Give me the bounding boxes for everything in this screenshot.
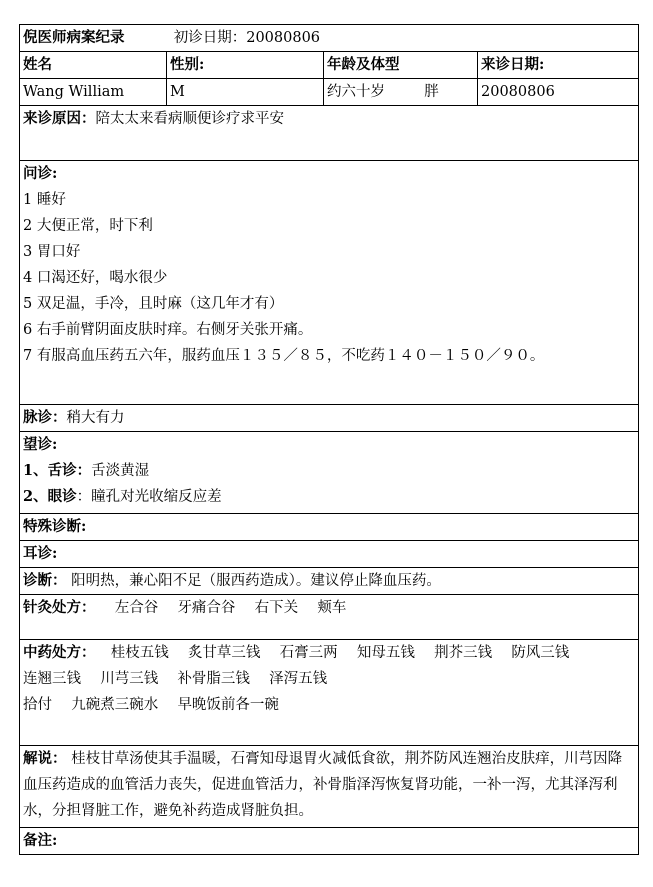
pulse-cell (20, 405, 639, 432)
observation-label: 望诊: (23, 436, 58, 453)
herb-item: 泽泻五钱 (269, 671, 328, 687)
inquiry-row (20, 161, 639, 405)
case-record-table (19, 24, 639, 855)
special-row (20, 514, 639, 541)
acupuncture-point: 左合谷 (114, 600, 159, 616)
header-age-build: 年龄及体型 (324, 52, 478, 79)
herb-item: 防风三钱 (511, 645, 570, 661)
remarks-label: 备注: (20, 828, 639, 855)
inquiry-label: 问诊: (23, 165, 58, 182)
inquiry-cell (20, 161, 639, 405)
record-title: 倪医师病案纪录 (23, 29, 125, 46)
reason-cell (20, 106, 639, 161)
patient-age-build-cell (324, 79, 478, 106)
herb-item: 石膏三两 (279, 645, 338, 661)
header-gender: 性别: (167, 52, 324, 79)
inquiry-item: 5 双足温，手冷，且时麻（这几年才有） (23, 296, 284, 312)
herb-item: 荆芥三钱 (434, 645, 493, 661)
header-name: 姓名 (20, 52, 167, 79)
pulse-row (20, 405, 639, 432)
header-row (20, 52, 639, 79)
patient-visit-date: 20080806 (478, 79, 639, 106)
acupuncture-point: 右下关 (254, 600, 299, 616)
inquiry-item: 6 右手前臂阴面皮肤时痒。右侧牙关张开痛。 (23, 322, 313, 338)
herbal-label: 中药处方： (23, 644, 96, 661)
patient-name: Wang William (20, 79, 167, 106)
observation-row (20, 432, 639, 514)
inquiry-item: 1 睡好 (23, 192, 66, 208)
patient-row (20, 79, 639, 106)
explanation-cell (20, 746, 639, 828)
herb-item: 川芎三钱 (100, 671, 159, 687)
first-visit-date: 20080806 (246, 30, 321, 46)
diagnosis-row (20, 568, 639, 595)
patient-build: 胖 (424, 84, 439, 100)
case-record-page (19, 24, 638, 855)
reason-text: 陪太太来看病顺便诊疗求平安 (95, 111, 284, 127)
explanation-row (20, 746, 639, 828)
inquiry-item: 7 有服高血压药五六年，服药血压１３５／８５，不吃药１４０－１５０／９０。 (23, 348, 545, 364)
dosage-item: 早晚饭前各一碗 (177, 697, 279, 713)
pulse-label: 脉诊： (23, 409, 67, 426)
diagnosis-label: 诊断： (23, 572, 67, 589)
inquiry-item: 2 大便正常，时下利 (23, 218, 153, 234)
herb-item: 补骨脂三钱 (177, 671, 250, 687)
herbal-cell (20, 640, 639, 746)
herb-item: 桂枝五钱 (110, 645, 169, 661)
inquiry-item: 4 口渴还好，喝水很少 (23, 270, 168, 286)
explanation-text: 桂枝甘草汤使其手温暖，石膏知母退胃火减低食欲，荆芥防风连翘治皮肤痒，川芎因降血压药造成的血管活力丧失，促进血管活力，补骨脂泽泻恢复肾功能，一补一泻，尤其泽泻利水，分担肾脏工作，避免补药造成肾脏负担。 (23, 751, 623, 819)
acupuncture-point: 颊车 (317, 600, 347, 616)
tongue-label: 1、舌诊： (23, 462, 92, 479)
diagnosis-cell (20, 568, 639, 595)
reason-row (20, 106, 639, 161)
first-visit-label: 初诊日期： (173, 30, 247, 46)
herb-item: 炙甘草三钱 (187, 645, 261, 661)
acupuncture-point: 牙痛合谷 (177, 600, 236, 616)
remarks-row (20, 828, 639, 855)
herb-item: 知母五钱 (356, 645, 415, 661)
eye-label: 2、眼诊 (23, 488, 77, 505)
inquiry-item: 3 胃口好 (23, 244, 81, 260)
title-row (20, 25, 639, 52)
herbal-row (20, 640, 639, 746)
diagnosis-text: 阳明热，兼心阳不足（服西药造成）。建议停止降血压药。 (71, 573, 441, 589)
header-visit-date: 来诊日期: (478, 52, 639, 79)
ear-label: 耳诊: (20, 541, 639, 568)
reason-label: 来诊原因： (23, 110, 96, 127)
patient-age: 约六十岁 (327, 84, 385, 100)
ear-row (20, 541, 639, 568)
patient-gender: M (167, 79, 324, 106)
acupuncture-cell (20, 595, 639, 640)
pulse-text: 稍大有力 (66, 410, 125, 426)
explanation-label: 解说： (23, 750, 67, 767)
eye-text: ：瞳孔对光收缩反应差 (76, 489, 222, 505)
tongue-text: 舌淡黄湿 (91, 463, 150, 479)
special-label: 特殊诊断: (20, 514, 639, 541)
dosage-item: 九碗煮三碗水 (71, 697, 159, 713)
title-cell (20, 25, 639, 52)
dosage-item: 拾付 (23, 697, 52, 713)
acupuncture-label: 针灸处方： (23, 599, 96, 616)
acupuncture-row (20, 595, 639, 640)
observation-cell (20, 432, 639, 514)
herb-item: 连翘三钱 (23, 671, 81, 687)
